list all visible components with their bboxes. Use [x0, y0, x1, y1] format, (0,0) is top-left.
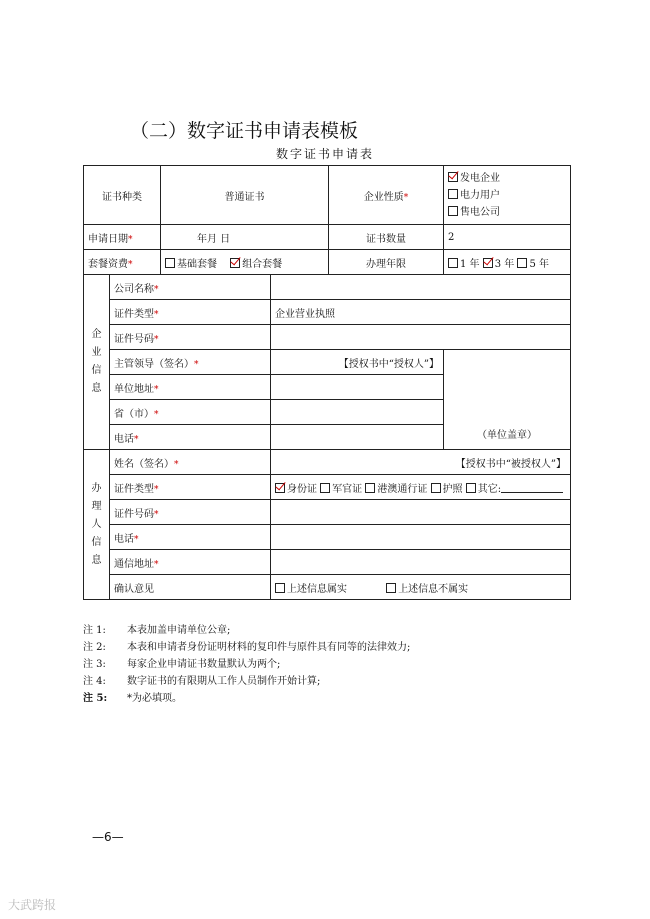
nature-option-seller[interactable]: 售电公司: [448, 204, 566, 221]
period-options: [444, 250, 571, 275]
handler-phone-label: 电话*: [110, 525, 271, 550]
nature-options: [444, 166, 571, 225]
province-label: 省（市）*: [110, 400, 271, 425]
handler-id-type-label: 证件类型*: [110, 475, 271, 500]
company-id-number-label: 证件号码*: [110, 325, 271, 350]
notes: [83, 622, 410, 707]
company-name-label: 公司名称*: [110, 275, 271, 300]
watermark: 大武跨报: [8, 898, 57, 912]
checkbox-icon[interactable]: [275, 583, 285, 593]
checkbox-icon[interactable]: [165, 258, 175, 268]
application-form: [83, 165, 571, 600]
checkbox-checked-icon[interactable]: [483, 258, 493, 268]
seal-area: （单位盖章）: [444, 350, 571, 450]
period-option-5[interactable]: 5 年: [517, 259, 549, 270]
company-phone-label: 电话*: [110, 425, 271, 450]
note-3: 注 3: 每家企业申请证书数量默认为两个;: [83, 659, 281, 670]
package-option-basic[interactable]: 基础套餐: [165, 259, 217, 270]
checkbox-icon[interactable]: [386, 583, 396, 593]
handler-name-label: 姓名（签名）*: [110, 450, 271, 475]
address-field[interactable]: [271, 375, 444, 400]
handler-name-field[interactable]: 【授权书中“被授权人”】: [271, 450, 571, 475]
checkbox-icon[interactable]: [431, 483, 441, 493]
confirm-option-false[interactable]: 上述信息不属实: [386, 584, 468, 595]
page-heading: （二）数字证书申请表模板: [130, 120, 359, 142]
checkbox-icon[interactable]: [517, 258, 527, 268]
form-title: 数字证书申请表: [275, 147, 374, 161]
quantity-value[interactable]: 2: [444, 225, 571, 250]
checkbox-checked-icon[interactable]: [230, 258, 240, 268]
handler-address-field[interactable]: [271, 550, 571, 575]
cert-type-label: 证书种类: [84, 166, 161, 225]
note-2: 注 2: 本表和申请者身份证明材料的复印件与原件具有同等的法律效力;: [83, 642, 411, 653]
nature-option-user[interactable]: 电力用户: [448, 187, 566, 204]
id-option-officer[interactable]: 军官证: [320, 484, 362, 495]
id-option-other[interactable]: 其它:: [466, 484, 563, 495]
handler-section-label: 办 理 人 信 息: [84, 450, 110, 600]
company-phone-field[interactable]: [271, 425, 444, 450]
checkbox-icon[interactable]: [448, 206, 458, 216]
checkbox-icon[interactable]: [448, 189, 458, 199]
other-blank-line[interactable]: [501, 483, 563, 493]
company-id-type-label: 证件类型*: [110, 300, 271, 325]
address-label: 单位地址*: [110, 375, 271, 400]
company-id-type-value[interactable]: 企业营业执照: [271, 300, 571, 325]
period-label: 办理年限: [329, 250, 444, 275]
leader-label: 主管领导（签名）*: [110, 350, 271, 375]
checkbox-checked-icon[interactable]: [448, 172, 458, 182]
leader-field[interactable]: 【授权书中“授权人”】: [271, 350, 444, 375]
checkbox-icon[interactable]: [448, 258, 458, 268]
company-id-number-field[interactable]: [271, 325, 571, 350]
id-option-passport[interactable]: 护照: [431, 484, 463, 495]
handler-id-number-label: 证件号码*: [110, 500, 271, 525]
page-number: —6—: [92, 830, 124, 844]
package-options: [161, 250, 329, 275]
note-1: 注 1: 本表加盖申请单位公章;: [83, 625, 231, 636]
nature-label: 企业性质*: [329, 166, 444, 225]
package-label: 套餐资费*: [84, 250, 161, 275]
confirm-label: 确认意见: [110, 575, 271, 600]
note-5: 注 5: *为必填项。: [83, 693, 182, 704]
handler-phone-field[interactable]: [271, 525, 571, 550]
handler-id-number-field[interactable]: [271, 500, 571, 525]
apply-date-label: 申请日期*: [84, 225, 161, 250]
checkbox-icon[interactable]: [320, 483, 330, 493]
confirm-options: [271, 575, 571, 600]
company-section-label: 企 业 信 息: [84, 275, 110, 450]
period-option-1[interactable]: 1 年: [448, 259, 480, 270]
checkbox-icon[interactable]: [466, 483, 476, 493]
cert-type-value: 普通证书: [161, 166, 329, 225]
company-name-field[interactable]: [271, 275, 571, 300]
apply-date-value[interactable]: 年月 日: [161, 225, 329, 250]
quantity-label: 证书数量: [329, 225, 444, 250]
nature-option-power-gen[interactable]: 发电企业: [448, 170, 566, 187]
province-field[interactable]: [271, 400, 444, 425]
period-option-3[interactable]: 3 年: [483, 259, 515, 270]
handler-address-label: 通信地址*: [110, 550, 271, 575]
package-option-combo[interactable]: 组合套餐: [230, 259, 282, 270]
id-option-hkmacau[interactable]: 港澳通行证: [365, 484, 427, 495]
confirm-option-true[interactable]: 上述信息属实: [275, 584, 347, 595]
checkbox-checked-icon[interactable]: [275, 483, 285, 493]
note-4: 注 4: 数字证书的有限期从工作人员制作开始计算;: [83, 676, 321, 687]
handler-id-type-options: [271, 475, 571, 500]
checkbox-icon[interactable]: [365, 483, 375, 493]
id-option-idcard[interactable]: 身份证: [275, 484, 317, 495]
